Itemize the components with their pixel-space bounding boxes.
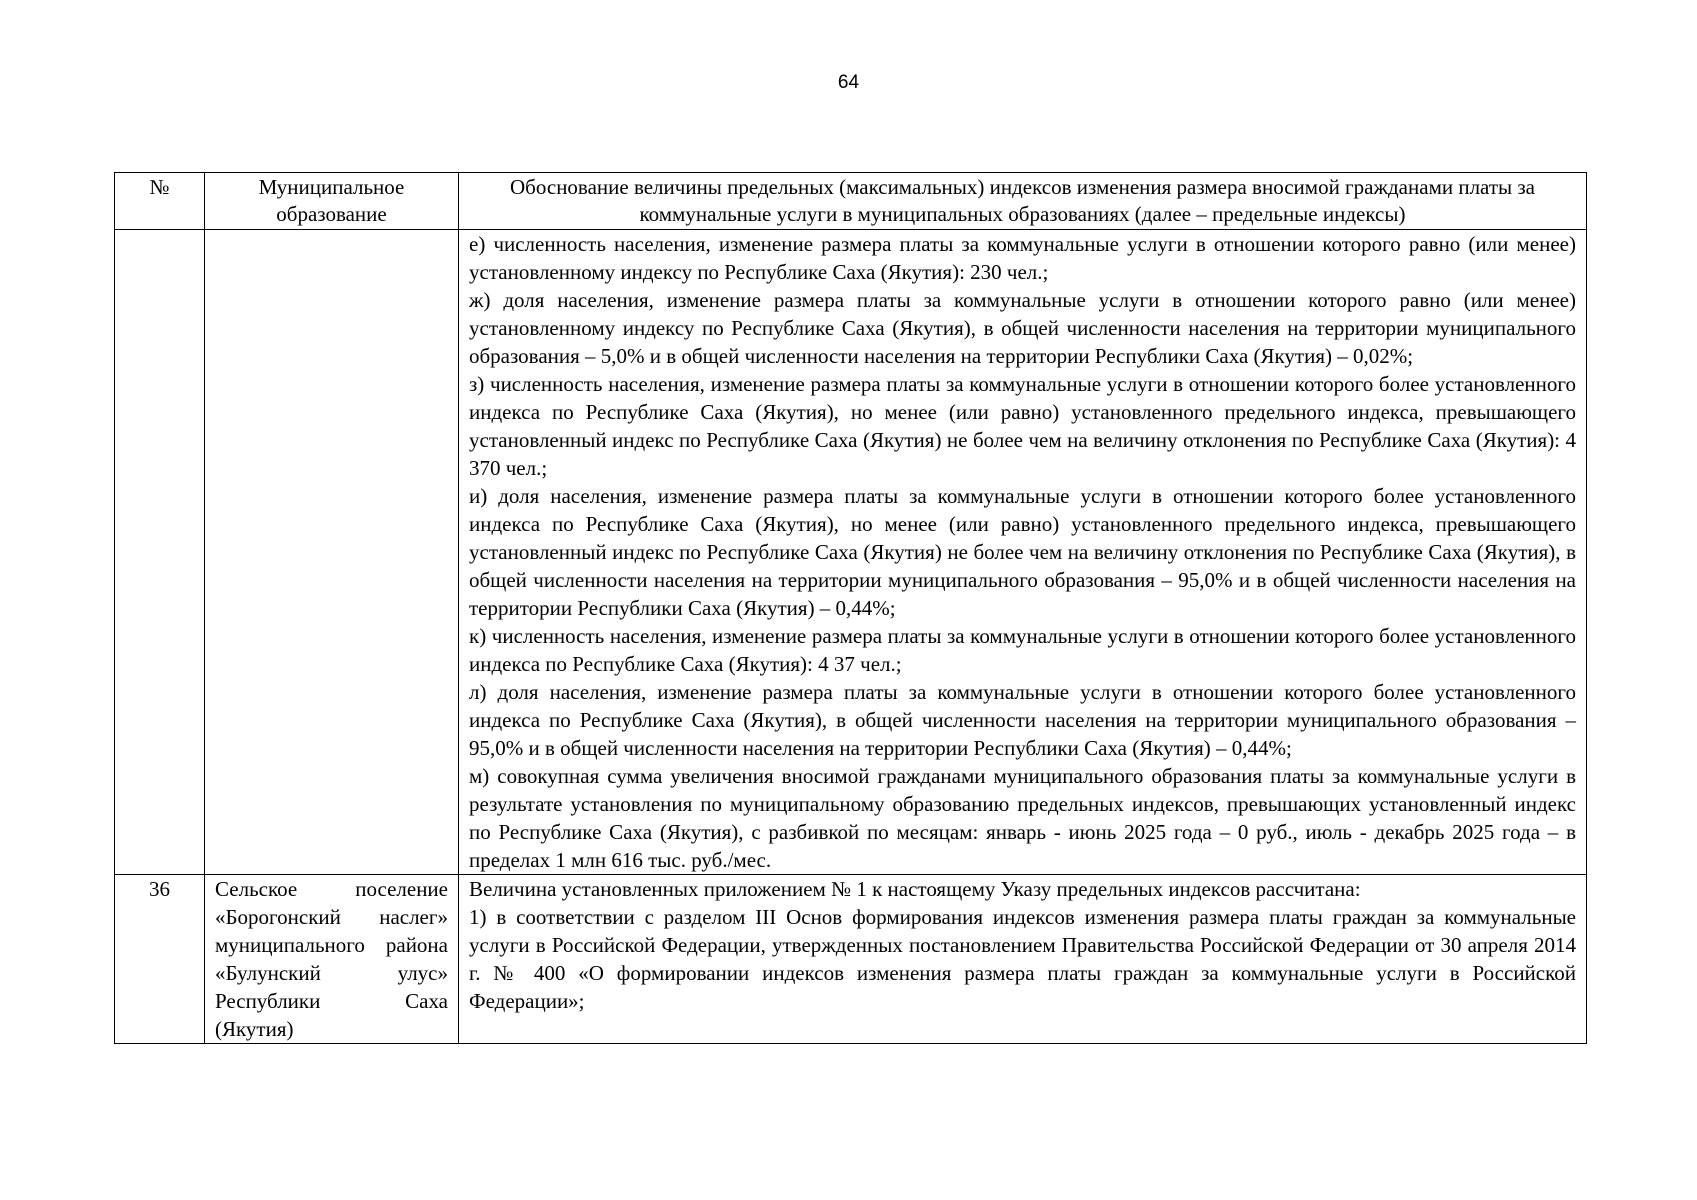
row-number: 36 <box>115 875 205 1044</box>
justification-paragraph: м) совокупная сумма увеличения вносимой гражданами муниципального образования платы за коммунальные услуги в результате установления по муниципальному образованию предельных индексов, превышающих установленный индекс по Республике Саха (Якутия), с разбивкой по месяцам: январь - июнь 2025 года – 0 руб., июль - декабрь 2025 года – в пределах 1 млн 616 тыс. руб./мес. <box>469 764 1576 872</box>
table-row <box>115 875 1587 1044</box>
row-bottom-spacing <box>469 1015 1576 1023</box>
table-header-row <box>115 173 1587 230</box>
indices-table <box>114 172 1587 1044</box>
row-municipality: Сельское поселение «Борогонский наслег» муниципального района «Булунский улус» Республики Саха (Якутия) <box>205 875 459 1044</box>
header-justification: Обоснование величины предельных (максимальных) индексов изменения размера вносимой гражданами платы за коммунальные услуги в муниципальных образованиях (далее – предельные индексы) <box>459 173 1587 230</box>
row-number <box>115 230 205 875</box>
justification-paragraph: л) доля населения, изменение размера платы за коммунальные услуги в отношении которого более установленного индекса по Республике Саха (Якутия), в общей численности населения на территории муниципального образования – 95,0% и в общей численности населения на территории Республики Саха (Якутия) – 0,44%; <box>469 680 1576 760</box>
justification-paragraph: 1) в соответствии с разделом III Основ формирования индексов изменения размера платы граждан за коммунальные услуги в Российской Федерации, утвержденных постановлением Правительства Российской Федерации от 30 апреля 2014 г. № 400 «О формировании индексов изменения размера платы граждан за коммунальные услуги в Российской Федерации»; <box>469 905 1576 1013</box>
justification-paragraph: ж) доля населения, изменение размера платы за коммунальные услуги в отношении которого равно (или менее) установленному индексу по Республике Саха (Якутия), в общей численности населения на территории муниципального образования – 5,0% и в общей численности населения на территории Республики Саха (Якутия) – 0,02%; <box>469 288 1576 368</box>
justification-paragraph: з) численность населения, изменение размера платы за коммунальные услуги в отношении которого более установленного индекса по Республике Саха (Якутия), но менее (или равно) установленного предельного индекса, превышающего установленный индекс по Республике Саха (Якутия) не более чем на величину отклонения по Республике Саха (Якутия): 4 370 чел.; <box>469 372 1576 480</box>
justification-paragraph: к) численность населения, изменение размера платы за коммунальные услуги в отношении которого более установленного индекса по Республике Саха (Якутия): 4 37 чел.; <box>469 624 1576 676</box>
header-number: № <box>115 173 205 230</box>
table-row <box>115 230 1587 875</box>
row-justification <box>459 875 1587 1044</box>
page-number: 64 <box>837 72 860 93</box>
header-municipality: Муниципальное образование <box>205 173 459 230</box>
justification-paragraph: и) доля населения, изменение размера платы за коммунальные услуги в отношении которого более установленного индекса по Республике Саха (Якутия), но менее (или равно) установленного предельного индекса, превышающего установленный индекс по Республике Саха (Якутия) не более чем на величину отклонения по Республике Саха (Якутия), в общей численности населения на территории муниципального образования – 95,0% и в общей численности населения на территории Республики Саха (Якутия) – 0,44%; <box>469 484 1576 620</box>
row-justification <box>459 230 1587 875</box>
justification-paragraph: е) численность населения, изменение размера платы за коммунальные услуги в отношении которого равно (или менее) установленному индексу по Республике Саха (Якутия): 230 чел.; <box>469 232 1576 284</box>
row-municipality <box>205 230 459 875</box>
justification-paragraph: Величина установленных приложением № 1 к настоящему Указу предельных индексов рассчитана: <box>469 877 1361 901</box>
